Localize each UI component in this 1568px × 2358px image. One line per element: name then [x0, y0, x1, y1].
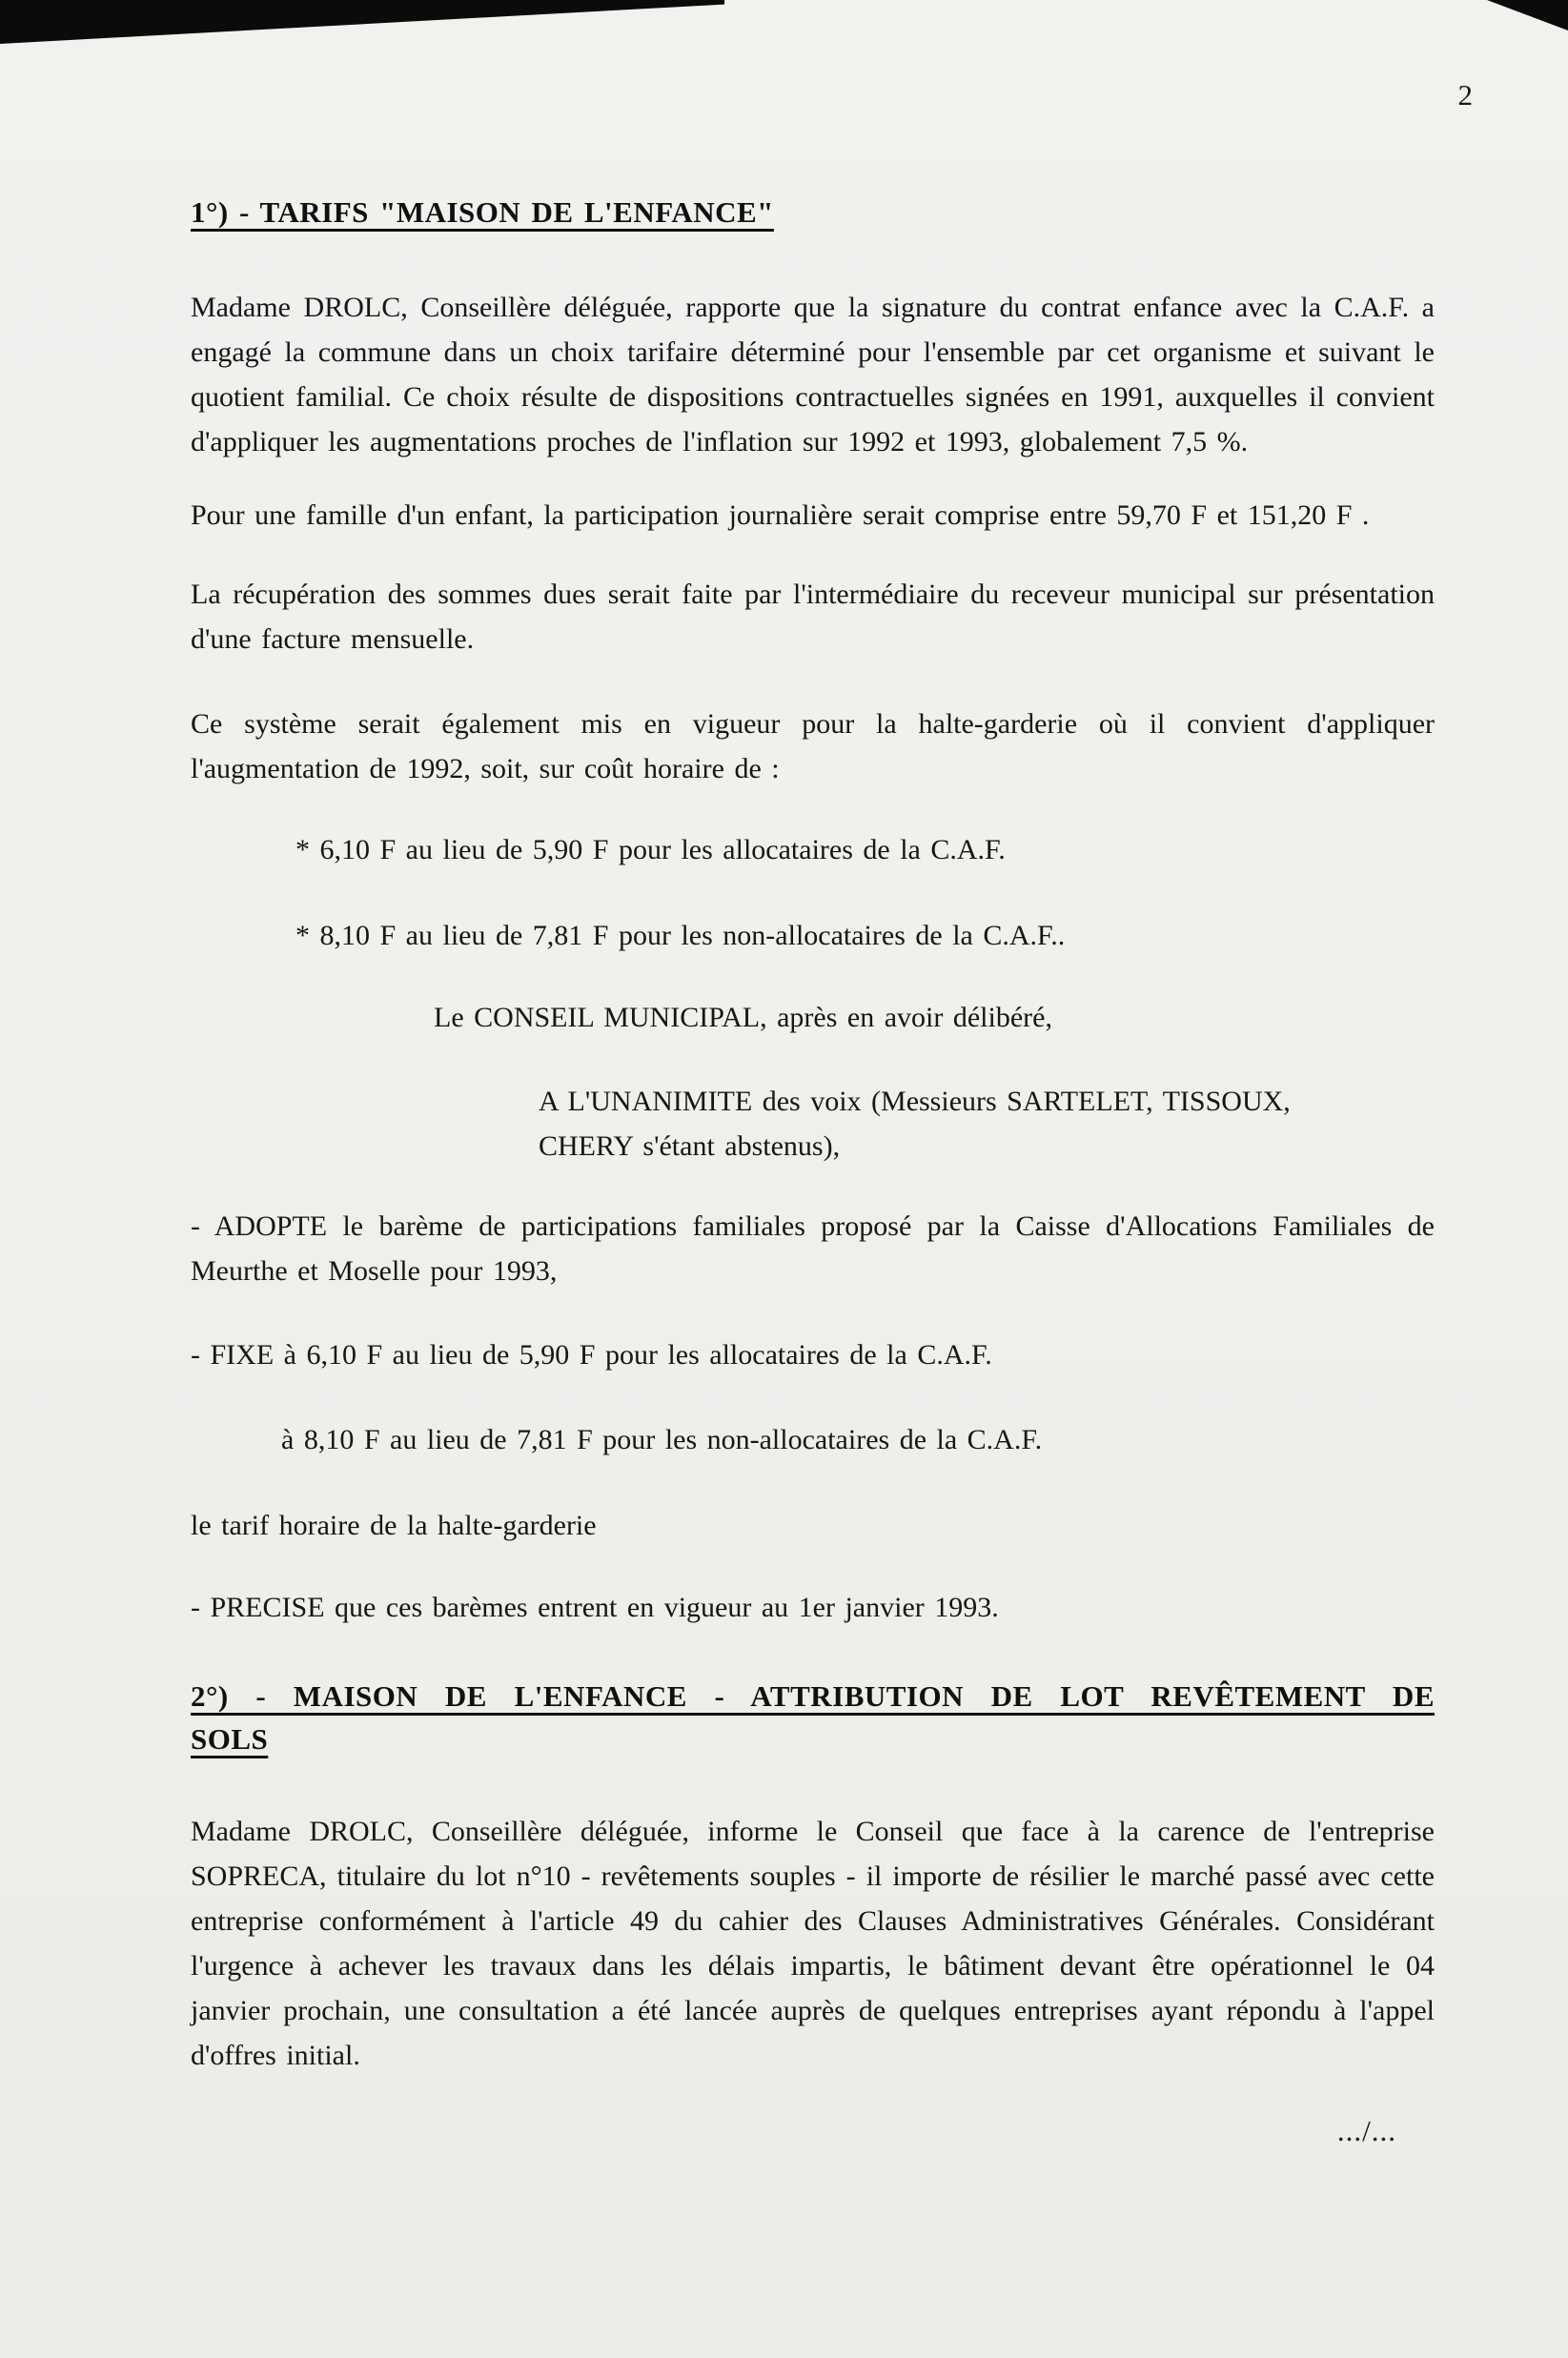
- page-number: 2: [1457, 78, 1473, 112]
- tarif-item-allocataires: * 6,10 F au lieu de 5,90 F pour les allocataires de la C.A.F.: [295, 834, 1006, 865]
- paragraph-contrat-enfance: Madame DROLC, Conseillère déléguée, rapporte que la signature du contrat enfance avec la C.A.F. a engagé la commune dans un choix tarifaire déterminé pour l'ensemble par cet organisme et suivant le quotient familial. Ce choix résulte de dispositions contractuelles signées en 1991, auxquelles il convient d'appliquer les augmentations proches de l'inflation sur 1992 et 1993, globalement 7,5 %.: [191, 292, 1435, 457]
- paragraph-halte-garderie: Ce système serait également mis en vigueur pour la halte-garderie où il convient d'appliquer l'augmentation de 1992, soit, sur coût horaire de :: [191, 708, 1435, 784]
- section-2-heading-line1: 2°) - MAISON DE L'ENFANCE - ATTRIBUTION DE LOT REVÊTEMENT DE: [191, 1679, 1435, 1713]
- vote-unanimite-line1: A L'UNANIMITE des voix (Messieurs SARTELET, TISSOUX,: [539, 1086, 1291, 1117]
- section-1-heading: 1°) - TARIFS "MAISON DE L'ENFANCE": [191, 195, 774, 229]
- decision-tarif-horaire: le tarif horaire de la halte-garderie: [191, 1510, 597, 1541]
- decision-adopte: - ADOPTE le barème de participations familiales proposé par la Caisse d'Allocations Familiales de Meurthe et Moselle pour 1993,: [191, 1210, 1435, 1287]
- section-2-heading: [191, 1675, 1435, 1760]
- decision-fixe-non-allocataires: à 8,10 F au lieu de 7,81 F pour les non-allocataires de la C.A.F.: [281, 1424, 1043, 1455]
- continuation-mark: .../...: [1336, 2114, 1396, 2147]
- paragraph-recuperation-sommes: La récupération des sommes dues serait faite par l'intermédiaire du receveur municipal sur présentation d'une facture mensuelle.: [191, 579, 1435, 655]
- decision-fixe-allocataires: - FIXE à 6,10 F au lieu de 5,90 F pour les allocataires de la C.A.F.: [191, 1339, 992, 1371]
- deliberation-conseil-municipal: Le CONSEIL MUNICIPAL, après en avoir délibéré,: [434, 1002, 1052, 1033]
- decision-precise: - PRECISE que ces barèmes entrent en vigueur au 1er janvier 1993.: [191, 1592, 999, 1623]
- paragraph-attribution-lot: Madame DROLC, Conseillère déléguée, informe le Conseil que face à la carence de l'entreprise SOPRECA, titulaire du lot n°10 - revêtements souples - il importe de résilier le marché passé avec cette entreprise conformément à l'article 49 du cahier des Clauses Administratives Générales. Considérant l'urgence à achever les travaux dans les délais impartis, le bâtiment devant être opérationnel le 04 janvier prochain, une consultation a été lancée auprès de quelques entreprises ayant répondu à l'appel d'offres initial.: [191, 1816, 1435, 2071]
- deliberation-vote: [539, 1079, 1435, 1169]
- tarif-item-non-allocataires: * 8,10 F au lieu de 7,81 F pour les non-allocataires de la C.A.F..: [295, 920, 1066, 951]
- document-body: [191, 0, 1435, 2153]
- section-2-heading-line2: SOLS: [191, 1722, 269, 1756]
- vote-unanimite-line2: CHERY s'étant abstenus),: [539, 1130, 841, 1162]
- paragraph-participation-journaliere: Pour une famille d'un enfant, la participation journalière serait comprise entre 59,70 F et 151,20 F .: [191, 499, 1370, 531]
- scan-artifact-top-right: [1487, 0, 1568, 30]
